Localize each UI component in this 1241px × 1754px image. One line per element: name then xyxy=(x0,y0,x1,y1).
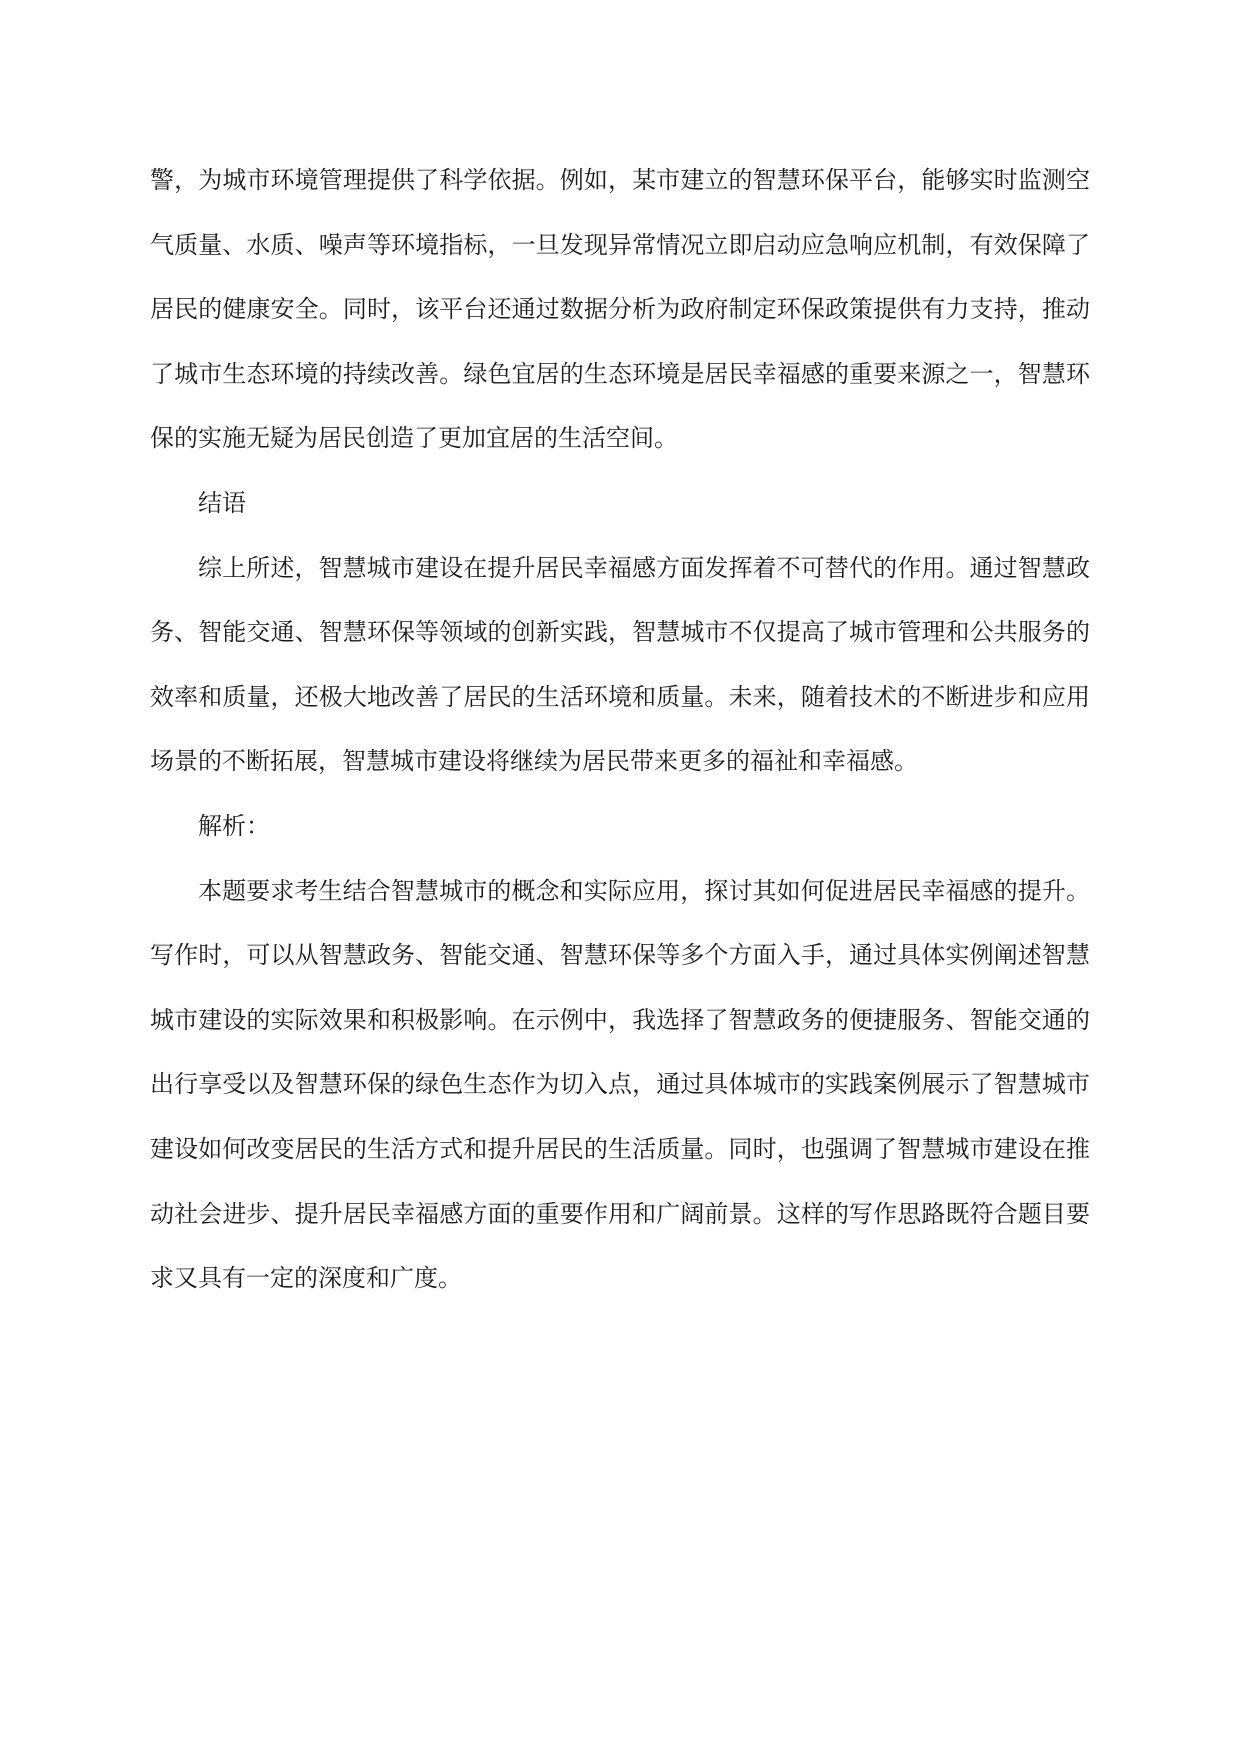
section-heading-analysis: 解析： xyxy=(198,811,270,840)
paragraph-conclusion: 综上所述，智慧城市建设在提升居民幸福感方面发挥着不可替代的作用。通过智慧政务、智能交通、智慧环保等领域的创新实践，智慧城市不仅提高了城市管理和公共服务的效率和质量，还极大地改善了居民的生活环境和质量。未来，随着技术的不断进步和应用场景的不断拓展，智慧城市建设将继续为居民带来更多的福祉和幸福感。 xyxy=(150,553,1090,776)
paragraph-analysis: 本题要求考生结合智慧城市的概念和实际应用，探讨其如何促进居民幸福感的提升。写作时，可以从智慧政务、智能交通、智慧环保等多个方面入手，通过具体实例阐述智慧城市建设的实际效果和积极影响。在示例中，我选择了智慧政务的便捷服务、智能交通的出行享受以及智慧环保的绿色生态作为切入点，通过具体城市的实践案例展示了智慧城市建设如何改变居民的生活方式和提升居民的生活质量。同时，也强调了智慧城市建设在推动社会进步、提升居民幸福感方面的重要作用和广阔前景。这样的写作思路既符合题目要求又具有一定的深度和广度。 xyxy=(150,876,1090,1293)
paragraph-continuation: 警，为城市环境管理提供了科学依据。例如，某市建立的智慧环保平台，能够实时监测空气质量、水质、噪声等环境指标，一旦发现异常情况立即启动应急响应机制，有效保障了居民的健康安全。同时，该平台还通过数据分析为政府制定环保政策提供有力支持，推动了城市生态环境的持续改善。绿色宜居的生态环境是居民幸福感的重要来源之一，智慧环保的实施无疑为居民创造了更加宜居的生活空间。 xyxy=(150,166,1090,453)
section-heading-conclusion: 结语 xyxy=(198,488,246,517)
document-body xyxy=(150,148,1090,1311)
